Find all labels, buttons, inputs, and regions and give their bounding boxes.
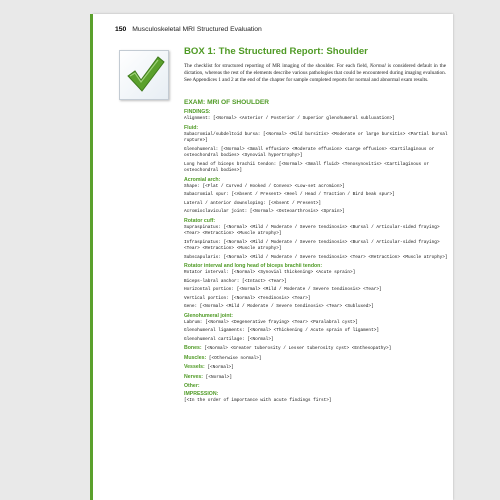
field-glenohumeral-cartilage: Glenohumeral cartilage: [<Normal>] <box>184 336 274 342</box>
field-glenohumeral-fluid: Glenohumeral: [<Normal> <Small effusion> <Moderate effusion> <Large effusion> <Cartilaginous or osteochondral bodies> <Synovial hypertrophy>] <box>184 146 435 158</box>
page-side-bar <box>90 14 93 500</box>
field-ac-joint: Acromioclavicular joint: [<Normal> <Osteoarthrosis> <Sprain>] <box>184 209 345 214</box>
field-horizontal-portion: Horizontal portion: [<Normal> <Mild / Moderate / Severe tendinosis> <Tear>] <box>184 287 382 292</box>
field-biceps-tendon-fluid: Long head of biceps brachii tendon: [<Normal> <Small fluid> <Tenosynovitis> <Cartilaginous or osteochondral bodies>] <box>184 161 430 173</box>
field-biceps-labral-anchor: Biceps-labral anchor: [<Intact> <Tear>] <box>184 278 287 284</box>
field-impression: [<In the order of importance with acute findings first>] <box>184 398 332 403</box>
intro-text-b: is considered default in the dictation, whereas the rest of the elements describe various pathologies that could be encountered during imaging evaluation. See Appendices 1 and 2 at the end of the chapter for sample completed reports for normal and abnormal exam results. <box>184 63 446 84</box>
box-title: BOX 1: The Structured Report: Shoulder <box>184 46 368 57</box>
section-acromial-arch: Acromial arch: <box>184 176 221 183</box>
field-shape: Shape: [<Flat / Curved / Hooked / Convex> <Low-set acromion>] <box>184 183 345 189</box>
muscles-label: Muscles: <box>184 354 207 361</box>
bones-value: [<Normal> <Greater tuberosity / Lesser tuberosity cyst> <Enthesopathy>] <box>201 346 392 351</box>
running-title: Musculoskeletal MRI Structured Evaluation <box>132 26 262 33</box>
field-subacromial-bursa: Subacromial/subdeltoid bursa: [<Normal> <Mild bursitis> <Moderate or large bursitis> <Partial bursal rupture>] <box>184 131 448 143</box>
field-glenohumeral-ligaments: Glenohumeral ligaments: [<Normal> <Thickening / Acute sprain of ligament>] <box>184 328 379 333</box>
page-number: 150 <box>115 26 127 33</box>
nerves-label: Nerves: <box>184 373 204 380</box>
checkmark-icon <box>120 51 168 99</box>
field-supraspinatus: Supraspinatus: [<Normal> <Mild / Moderate / Severe tendinosis> <Bursal / Articular-sided fraying> <Tear> <Retraction> <Muscle atrophy>] <box>184 224 440 236</box>
field-nerves <box>184 374 448 382</box>
intro-text-a: The checklist for structured reporting of MR imaging of the shoulder. For each field, <box>184 63 370 69</box>
muscles-value: [<Otherwise normal>] <box>206 355 262 361</box>
section-rotator-cuff: Rotator cuff: <box>184 217 216 224</box>
intro-normal-word: Normal <box>369 63 386 69</box>
section-rotator-interval: Rotator interval and long head of biceps brachii tendon: <box>184 263 323 269</box>
section-other: Other: <box>184 383 200 389</box>
bones-label: Bones: <box>184 345 202 351</box>
field-alignment: Alignment: [<Normal> <Anterior / Posterior / Superior glenohumeral subluxation>] <box>184 116 395 121</box>
section-findings: FINDINGS: <box>184 109 211 115</box>
field-gene: Gene: [<Normal> <Mild / Moderate / Severe tendinosis> <Tear> <Subluxed>] <box>184 304 374 309</box>
field-vessels <box>184 364 448 372</box>
field-infraspinatus: Infraspinatus: [<Normal> <Mild / Moderate / Severe tendinosis> <Bursal / Articular-sided fraying> <Tear> <Retraction> <Muscle atrophy>] <box>184 239 440 251</box>
field-subacromial-spur: Subacromial spur: [<Absent / Present> <Heel / Head / Traction / Bird beak spur>] <box>184 192 395 197</box>
running-header <box>115 26 445 33</box>
field-bones <box>184 345 448 353</box>
field-rotator-interval: Rotator interval: [<Normal> <Synovial thickening> <Acute sprain>] <box>184 270 356 275</box>
vessels-value: [<Normal>] <box>204 365 234 370</box>
box-intro <box>184 63 446 84</box>
field-subscapularis: Subscapularis: [<Normal> <Mild / Moderate / Severe tendinosis> <Tear> <Retraction> <Muscle atrophy>] <box>184 254 448 260</box>
field-downsloping: Lateral / anterior downsloping: [<Absent / Present>] <box>184 200 322 206</box>
section-glenohumeral-joint: Glenohumeral joint: <box>184 312 233 319</box>
checkmark-logo <box>119 50 169 100</box>
field-vertical-portion: Vertical portion: [<Normal> <Tendinosis> <Tear>] <box>184 295 311 301</box>
section-fluid: Fluid: <box>184 124 199 131</box>
exam-title: EXAM: MRI OF SHOULDER <box>184 99 269 106</box>
vessels-label: Vessels: <box>184 364 205 370</box>
nerves-value: [<Normal>] <box>203 374 233 380</box>
field-labrum: Labrum: [<Normal> <Degenerative fraying> <Tear> <Paralabral cyst>] <box>184 319 358 325</box>
field-muscles <box>184 355 448 363</box>
report-checklist <box>184 99 448 405</box>
section-impression: IMPRESSION: <box>184 391 219 397</box>
